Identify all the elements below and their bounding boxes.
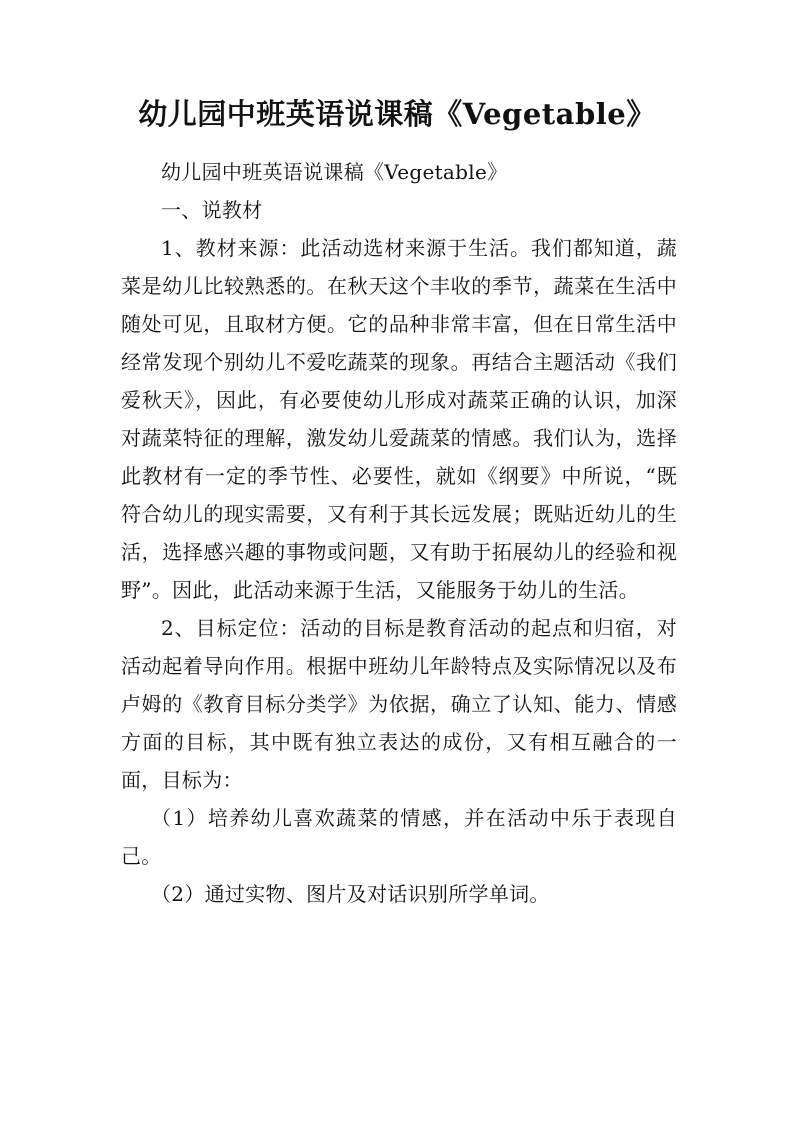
goal-item-2: （2）通过实物、图片及对话识别所学单词。 bbox=[151, 882, 550, 906]
paragraph-material-source: 1、教材来源：此活动选材来源于生活。我们都知道，蔬菜是幼儿比较熟悉的。在秋天这个丰收的季节，蔬菜在生活中随处可见，且取材方便。它的品种非常丰富，但在日常生活中经常发现个别幼儿不爱吃蔬菜的现象。再结合主题活动《我们爱秋天》，因此，有必要使幼儿形成对蔬菜正确的认识，加深对蔬菜特征的理解，激发幼儿爱蔬菜的情感。我们认为，选择此教材有一定的季节性、必要性，就如《纲要》中所说，“既符合幼儿的现实需要，又有利于其长远发展；既贴近幼儿的生活，选择感兴趣的事物或问题，又有助于拓展幼儿的经验和视野”。因此，此活动来源于生活，又能服务于幼儿的生活。 bbox=[121, 236, 677, 602]
section-heading-teaching-material: 一、说教材 bbox=[161, 198, 263, 222]
document-title: 幼儿园中班英语说课稿《Vegetable》 bbox=[138, 97, 656, 131]
goal-item-1: （1）培养幼儿喜欢蔬菜的情感，并在活动中乐于表现自己。 bbox=[121, 806, 677, 868]
paragraph-goal-positioning: 2、目标定位：活动的目标是教育活动的起点和归宿，对活动起着导向作用。根据中班幼儿年龄特点及实际情况以及布卢姆的《教育目标分类学》为依据，确立了认知、能力、情感方面的目标，其中既有独立表达的成份，又有相互融合的一面，目标为： bbox=[121, 616, 677, 792]
document-body bbox=[121, 153, 677, 913]
subtitle-paragraph: 幼儿园中班英语说课稿《Vegetable》 bbox=[161, 160, 508, 184]
